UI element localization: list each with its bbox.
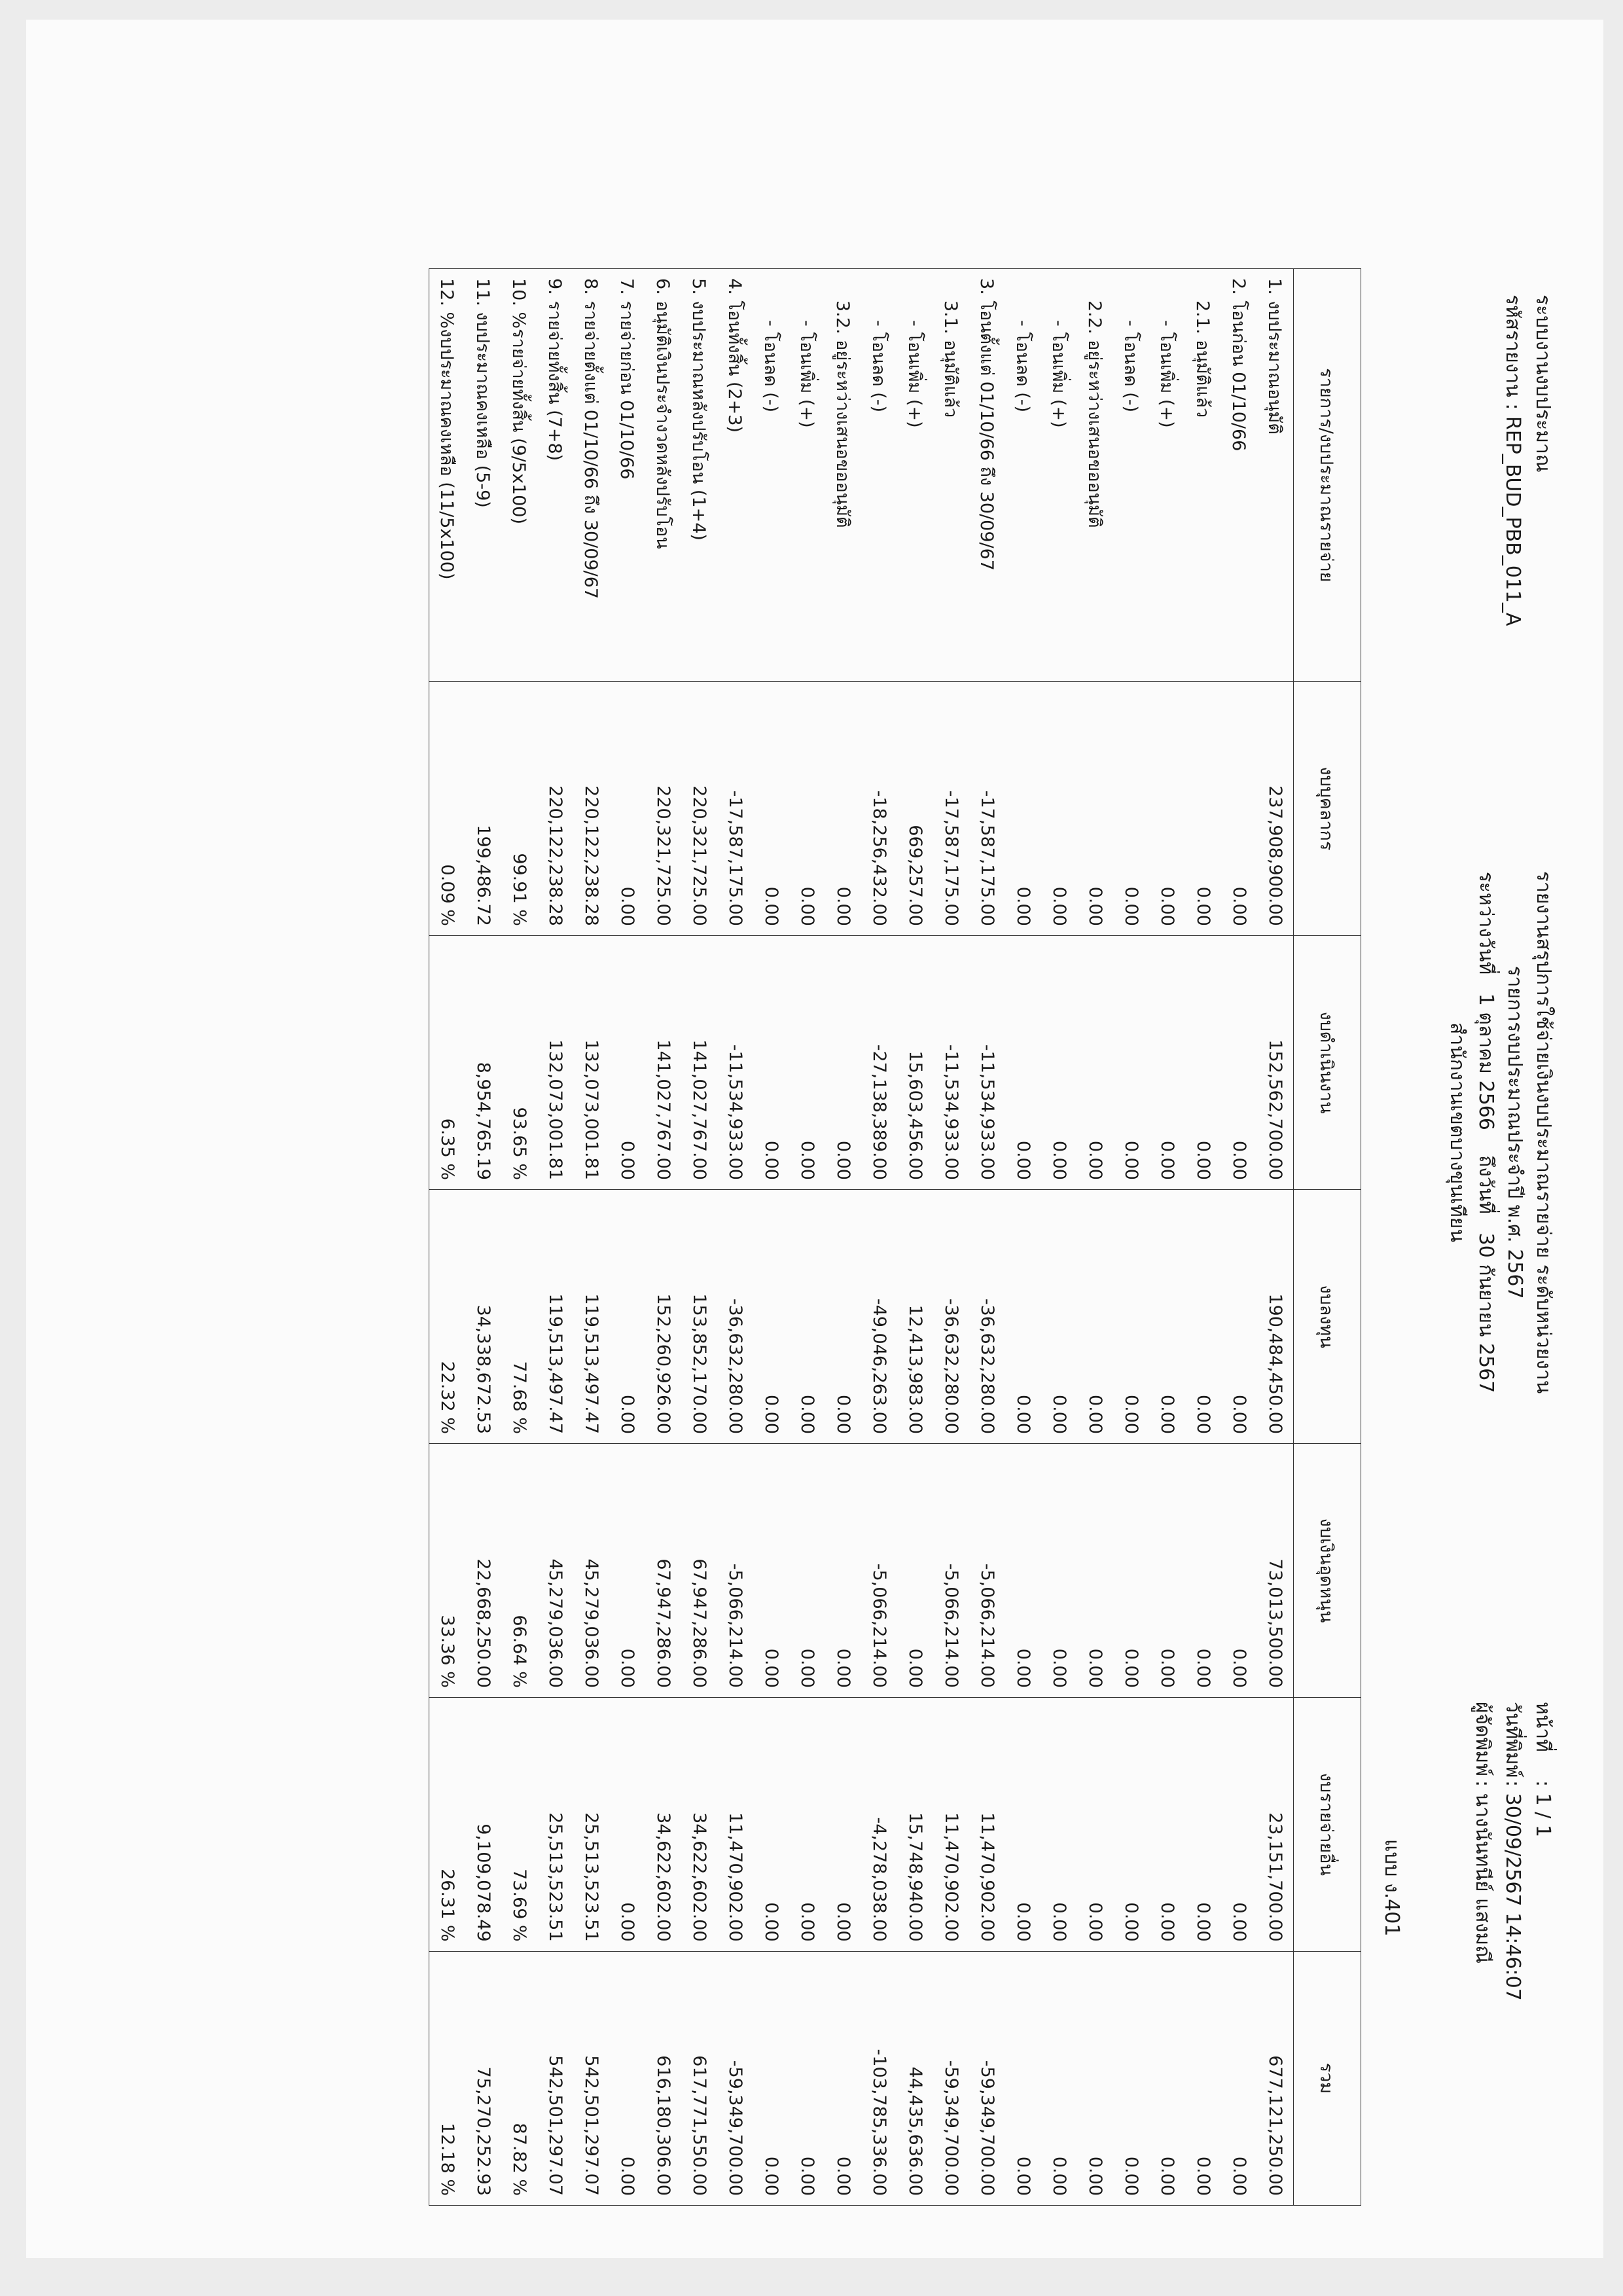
row-value: 12.18 %	[429, 1951, 466, 2205]
row-value: 0.00	[609, 1951, 645, 2205]
row-value: 0.00	[1149, 1189, 1185, 1443]
report-title: รายงานสรุปการใช้จ่ายเงินงบประมาณรายจ่าย ระดับหน่วยงาน	[1532, 870, 1555, 1394]
row-value: 67,947,286.00	[645, 1444, 681, 1698]
row-value: 87.82 %	[501, 1951, 537, 2205]
row-value: 0.00	[789, 1697, 825, 1951]
row-value: -11,534,933.00	[933, 935, 969, 1189]
row-value: 0.00	[789, 1444, 825, 1698]
row-label: 3.2. อยู่ระหว่างเสนอขออนุมัติ	[825, 269, 861, 682]
row-value: 0.00	[1077, 935, 1113, 1189]
row-value: -49,046,263.00	[861, 1189, 897, 1443]
row-label: 7. รายจ่ายก่อน 01/10/66	[609, 269, 645, 682]
row-value: 0.00	[1041, 1697, 1077, 1951]
report-title-block	[1442, 740, 1558, 1525]
row-value: 0.00	[1221, 1444, 1257, 1698]
row-value: 66.64 %	[501, 1444, 537, 1698]
row-value: 22.32 %	[429, 1189, 466, 1443]
row-label: 4. โอนทั้งสิ้น (2+3)	[717, 269, 753, 682]
header-personnel: งบบุคลากร	[1294, 681, 1361, 935]
row-value: 0.00	[1185, 1189, 1221, 1443]
row-value: 141,027,767.00	[645, 935, 681, 1189]
row-value: 0.00	[825, 1444, 861, 1698]
row-label: 3. โอนตั้งแต่ 01/10/66 ถึง 30/09/67	[969, 269, 1005, 682]
row-value: 0.00	[1221, 1951, 1257, 2205]
row-value: 0.00	[1005, 681, 1041, 935]
row-value: 616,180,306.00	[645, 1951, 681, 2205]
row-label: 5. งบประมาณหลังปรับโอน (1+4)	[681, 269, 717, 682]
row-value: 0.00	[789, 1951, 825, 2205]
row-value: 0.00	[825, 681, 861, 935]
row-value: 25,513,523.51	[573, 1697, 609, 1951]
row-value: 0.00	[1185, 1951, 1221, 2205]
page-value: : 1 / 1	[1531, 1780, 1554, 1837]
table-row	[537, 269, 573, 2206]
form-number: แบบ ง.401	[1380, 1839, 1403, 1937]
row-value: 45,279,036.00	[573, 1444, 609, 1698]
row-value: -5,066,214.00	[969, 1444, 1005, 1698]
table-row	[1149, 269, 1185, 2206]
row-value: 0.00	[1185, 681, 1221, 935]
table-row	[1005, 269, 1041, 2206]
row-value: 0.00	[1149, 1444, 1185, 1698]
row-value: 11,470,902.00	[717, 1697, 753, 1951]
row-value: 0.00	[753, 681, 789, 935]
table-row	[1041, 269, 1077, 2206]
row-value: 0.00	[1113, 681, 1149, 935]
row-value: 0.00	[789, 681, 825, 935]
table-row	[897, 269, 933, 2206]
row-value: -59,349,700.00	[969, 1951, 1005, 2205]
table-row	[1077, 269, 1113, 2206]
header-operating: งบดำเนินงาน	[1294, 935, 1361, 1189]
table-row	[609, 269, 645, 2206]
row-value: 152,562,700.00	[1257, 935, 1294, 1189]
row-value: 9,109,078.49	[465, 1697, 501, 1951]
row-value: 0.00	[609, 1697, 645, 1951]
table-row	[753, 269, 789, 2206]
table-row	[501, 269, 537, 2206]
row-label: 9. รายจ่ายทั้งสิ้น (7+8)	[537, 269, 573, 682]
system-name: ระบบงานงบประมาณ	[1531, 295, 1554, 473]
row-label: 11. งบประมาณคงเหลือ (5-9)	[465, 269, 501, 682]
row-value: 0.00	[1041, 1444, 1077, 1698]
report-system-info	[1497, 295, 1558, 626]
header-total: รวม	[1294, 1951, 1361, 2205]
row-value: 0.00	[1005, 1444, 1041, 1698]
row-value: 0.00	[1041, 935, 1077, 1189]
budget-summary-table	[429, 268, 1361, 2206]
row-value: -4,278,038.00	[861, 1697, 897, 1951]
table-row	[1221, 269, 1257, 2206]
row-value: -36,632,280.00	[969, 1189, 1005, 1443]
row-label: - โอนเพิ่ม (+)	[897, 269, 933, 682]
print-date-value: : 30/09/2567 14:46:07	[1501, 1780, 1524, 2001]
row-value: 0.00	[1077, 681, 1113, 935]
row-value: 67,947,286.00	[681, 1444, 717, 1698]
row-value: -5,066,214.00	[717, 1444, 753, 1698]
row-label: 2. โอนก่อน 01/10/66	[1221, 269, 1257, 682]
row-label: - โอนเพิ่ม (+)	[789, 269, 825, 682]
row-value: 0.00	[1077, 1189, 1113, 1443]
row-value: 153,852,170.00	[681, 1189, 717, 1443]
row-value: 0.00	[897, 1444, 933, 1698]
table-row	[681, 269, 717, 2206]
row-value: -36,632,280.00	[717, 1189, 753, 1443]
row-value: 0.00	[1221, 935, 1257, 1189]
row-value: 0.00	[1221, 1189, 1257, 1443]
row-value: 220,321,725.00	[681, 681, 717, 935]
row-value: 0.00	[1185, 1444, 1221, 1698]
table-header-row	[1294, 269, 1361, 2206]
row-value: 0.00	[1077, 1951, 1113, 2205]
row-value: -59,349,700.00	[933, 1951, 969, 2205]
row-value: 220,321,725.00	[645, 681, 681, 935]
row-value: 220,122,238.28	[537, 681, 573, 935]
table-row	[1113, 269, 1149, 2206]
row-value: 0.00	[753, 1697, 789, 1951]
row-value: 152,260,926.00	[645, 1189, 681, 1443]
row-value: 0.00	[1041, 1951, 1077, 2205]
row-value: 0.00	[609, 681, 645, 935]
row-label: - โอนลด (-)	[1113, 269, 1149, 682]
row-value: 0.00	[1185, 1697, 1221, 1951]
print-info	[1467, 1702, 1558, 2001]
row-value: 0.00	[1113, 1951, 1149, 2205]
row-value: 0.00	[1005, 935, 1041, 1189]
report-office: สำนักงานเขตบางขุนเทียน	[1446, 1022, 1469, 1242]
table-row	[933, 269, 969, 2206]
row-value: -36,632,280.00	[933, 1189, 969, 1443]
table-row	[645, 269, 681, 2206]
printer-label: ผู้จัดพิมพ์	[1471, 1702, 1494, 1776]
row-value: 0.00	[1113, 935, 1149, 1189]
row-value: 77.68 %	[501, 1189, 537, 1443]
row-value: 0.00	[753, 1951, 789, 2205]
row-value: 73.69 %	[501, 1697, 537, 1951]
table-row	[1185, 269, 1221, 2206]
row-value: 0.00	[1149, 1951, 1185, 2205]
row-value: 542,501,297.07	[537, 1951, 573, 2205]
row-value: -5,066,214.00	[861, 1444, 897, 1698]
row-value: 0.00	[789, 935, 825, 1189]
row-value: 0.00	[1149, 1697, 1185, 1951]
row-value: 12,413,983.00	[897, 1189, 933, 1443]
row-value: 0.00	[825, 935, 861, 1189]
row-value: -11,534,933.00	[969, 935, 1005, 1189]
row-value: 237,908,900.00	[1257, 681, 1294, 935]
report-period: ระหว่างวันที่ 1 ตุลาคม 2566 ถึงวันที่ 30 กันยายน 2567	[1474, 871, 1497, 1393]
row-value: -11,534,933.00	[717, 935, 753, 1189]
row-value: -59,349,700.00	[717, 1951, 753, 2205]
row-value: 141,027,767.00	[681, 935, 717, 1189]
header-other: งบรายจ่ายอื่น	[1294, 1697, 1361, 1951]
row-value: 0.00	[609, 935, 645, 1189]
row-value: -27,138,389.00	[861, 935, 897, 1189]
row-label: 2.1. อนุมัติแล้ว	[1185, 269, 1221, 682]
table-row	[573, 269, 609, 2206]
row-value: 34,622,602.00	[645, 1697, 681, 1951]
row-value: 220,122,238.28	[573, 681, 609, 935]
row-value: 199,486.72	[465, 681, 501, 935]
row-value: -17,587,175.00	[717, 681, 753, 935]
table-row	[1257, 269, 1294, 2206]
row-value: 15,748,940.00	[897, 1697, 933, 1951]
row-label: - โอนเพิ่ม (+)	[1041, 269, 1077, 682]
row-value: 132,073,001.81	[537, 935, 573, 1189]
row-value: 0.00	[1113, 1189, 1149, 1443]
row-value: 26.31 %	[429, 1697, 466, 1951]
table-row	[465, 269, 501, 2206]
row-value: 542,501,297.07	[573, 1951, 609, 2205]
row-value: 11,470,902.00	[933, 1697, 969, 1951]
row-value: 0.00	[609, 1189, 645, 1443]
row-label: 3.1. อนุมัติแล้ว	[933, 269, 969, 682]
row-value: 0.00	[1005, 1951, 1041, 2205]
row-value: 0.00	[1185, 935, 1221, 1189]
row-value: 0.00	[753, 935, 789, 1189]
row-value: 0.00	[789, 1189, 825, 1443]
row-value: 93.65 %	[501, 935, 537, 1189]
row-value: 0.00	[825, 1189, 861, 1443]
row-label: - โอนลด (-)	[861, 269, 897, 682]
row-value: 0.00	[1113, 1697, 1149, 1951]
row-value: 119,513,497.47	[537, 1189, 573, 1443]
row-value: 0.00	[753, 1189, 789, 1443]
row-value: 11,470,902.00	[969, 1697, 1005, 1951]
row-value: 0.00	[1005, 1697, 1041, 1951]
row-label: 6. อนุมัติเงินประจำงวดหลังปรับโอน	[645, 269, 681, 682]
row-value: 119,513,497.47	[573, 1189, 609, 1443]
row-value: 0.00	[825, 1697, 861, 1951]
row-value: 617,771,550.00	[681, 1951, 717, 2205]
report-code: รหัสรายงาน : REP_BUD_PBB_011_A	[1501, 295, 1524, 626]
row-value: 44,435,636.00	[897, 1951, 933, 2205]
row-value: 0.00	[1149, 681, 1185, 935]
row-value: 0.00	[1221, 681, 1257, 935]
row-value: 0.00	[1149, 935, 1185, 1189]
row-value: 0.00	[1077, 1697, 1113, 1951]
row-value: 8,954,765.19	[465, 935, 501, 1189]
row-label: 2.2. อยู่ระหว่างเสนอขออนุมัติ	[1077, 269, 1113, 682]
row-value: 0.00	[1113, 1444, 1149, 1698]
printer-value: : นางนันทนีย์ แสงมณี	[1471, 1780, 1494, 1964]
row-value: 0.00	[1041, 1189, 1077, 1443]
header-item: รายการ/งบประมาณรายจ่าย	[1294, 269, 1361, 682]
row-value: 15,603,456.00	[897, 935, 933, 1189]
row-value: 73,013,500.00	[1257, 1444, 1294, 1698]
row-label: 10. %รายจ่ายทั้งสิ้น (9/5x100)	[501, 269, 537, 682]
page-label: หน้าที่	[1531, 1702, 1554, 1752]
row-label: 1. งบประมาณอนุมัติ	[1257, 269, 1294, 682]
row-value: 0.00	[753, 1444, 789, 1698]
row-value: 45,279,036.00	[537, 1444, 573, 1698]
table-row	[789, 269, 825, 2206]
row-value: 23,151,700.00	[1257, 1697, 1294, 1951]
report-subtitle: รายการงบประมาณประจำปี พ.ศ. 2567	[1503, 965, 1526, 1299]
row-value: 132,073,001.81	[573, 935, 609, 1189]
scanned-page	[26, 20, 1603, 2258]
row-value: -103,785,336.00	[861, 1951, 897, 2205]
row-value: 99.91 %	[501, 681, 537, 935]
row-value: 34,338,672.53	[465, 1189, 501, 1443]
row-value: -17,587,175.00	[969, 681, 1005, 935]
row-value: 669,257.00	[897, 681, 933, 935]
row-value: 0.00	[825, 1951, 861, 2205]
row-value: 6.35 %	[429, 935, 466, 1189]
row-value: 0.00	[1077, 1444, 1113, 1698]
row-label: - โอนลด (-)	[753, 269, 789, 682]
row-label: 8. รายจ่ายตั้งแต่ 01/10/66 ถึง 30/09/67	[573, 269, 609, 682]
row-value: -17,587,175.00	[933, 681, 969, 935]
row-value: 0.00	[1005, 1189, 1041, 1443]
row-value: 0.09 %	[429, 681, 466, 935]
print-date-label: วันที่พิมพ์	[1501, 1702, 1524, 1778]
row-value: 33.36 %	[429, 1444, 466, 1698]
row-value: 34,622,602.00	[681, 1697, 717, 1951]
table-row	[825, 269, 861, 2206]
table-row	[717, 269, 753, 2206]
table-row	[969, 269, 1005, 2206]
row-value: 677,121,250.00	[1257, 1951, 1294, 2205]
row-value: 0.00	[1041, 681, 1077, 935]
row-value: 190,484,450.00	[1257, 1189, 1294, 1443]
row-label: - โอนเพิ่ม (+)	[1149, 269, 1185, 682]
rotated-report	[26, 20, 1603, 2258]
row-value: 22,668,250.00	[465, 1444, 501, 1698]
table-row	[861, 269, 897, 2206]
row-label: - โอนลด (-)	[1005, 269, 1041, 682]
header-subsidy: งบเงินอุดหนุน	[1294, 1444, 1361, 1698]
row-label: 12. %งบประมาณคงเหลือ (11/5x100)	[429, 269, 466, 682]
header-investment: งบลงทุน	[1294, 1189, 1361, 1443]
row-value: -18,256,432.00	[861, 681, 897, 935]
row-value: 75,270,252.93	[465, 1951, 501, 2205]
row-value: 0.00	[609, 1444, 645, 1698]
row-value: 25,513,523.51	[537, 1697, 573, 1951]
row-value: -5,066,214.00	[933, 1444, 969, 1698]
row-value: 0.00	[1221, 1697, 1257, 1951]
table-row	[429, 269, 466, 2206]
